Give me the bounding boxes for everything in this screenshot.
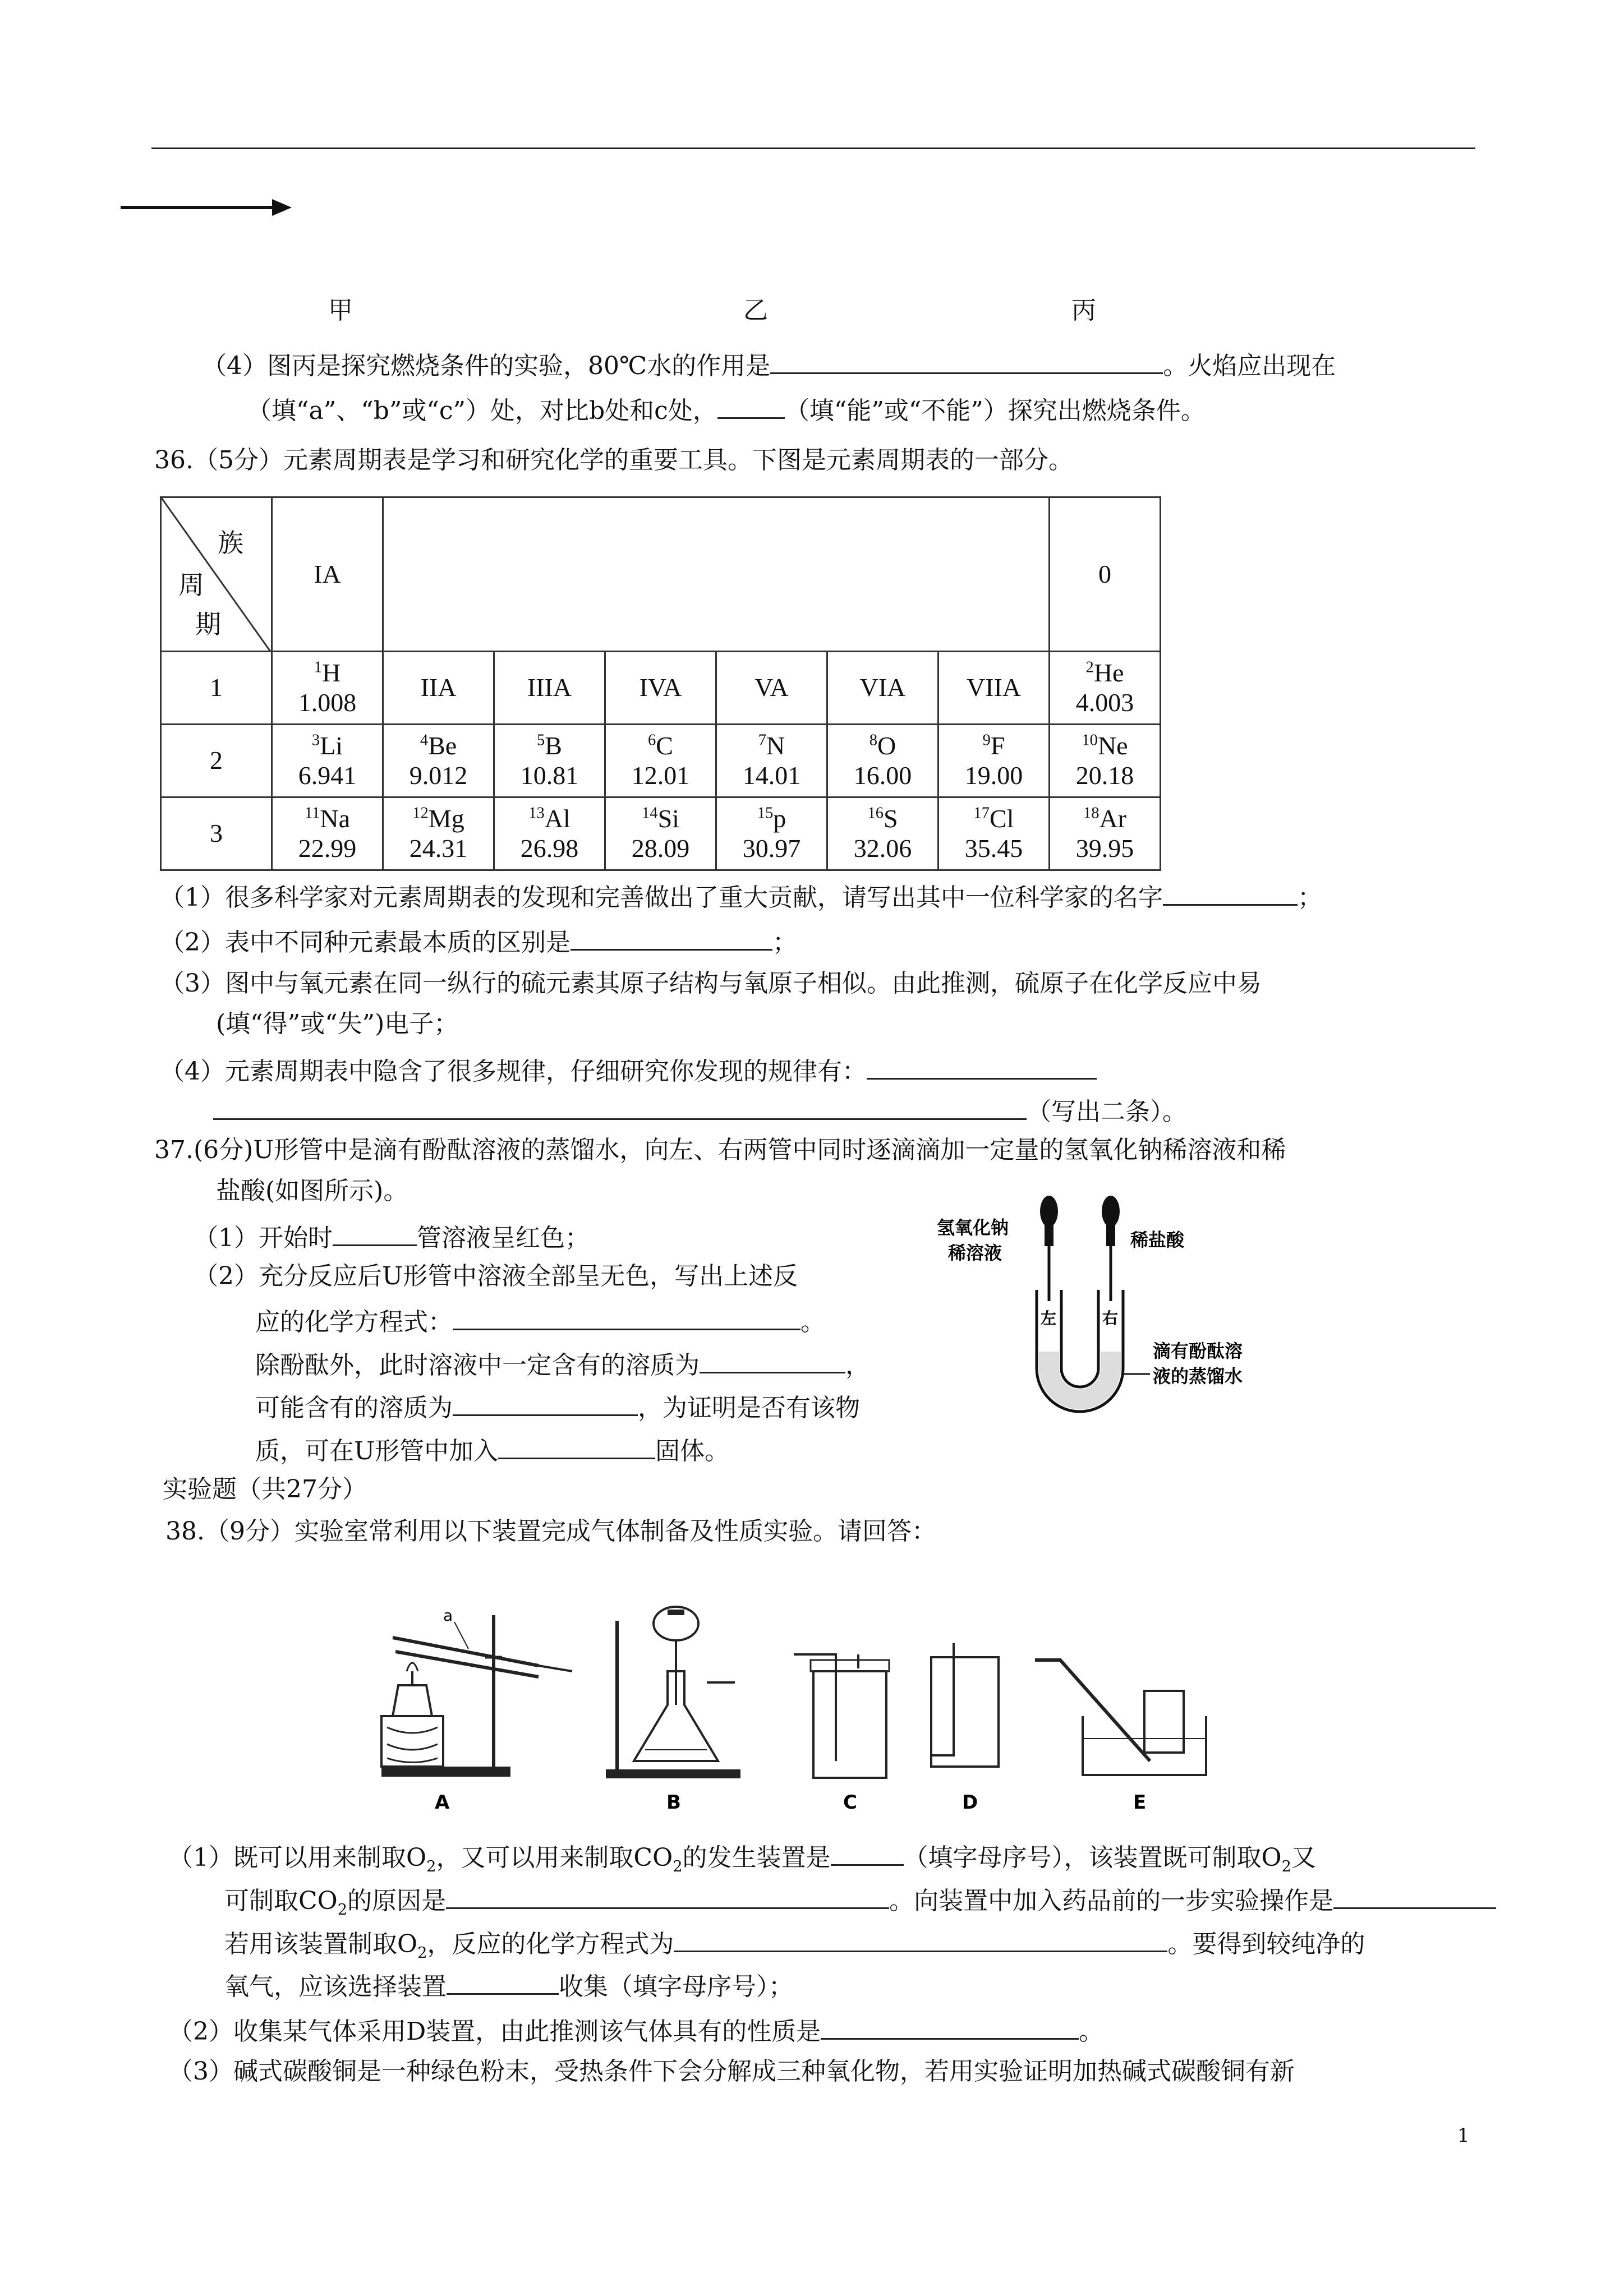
dropper-right	[1102, 1196, 1120, 1301]
element-cell: $^9$F 19.00	[938, 725, 1050, 797]
q37-2-line3: 除酚酞外，此时溶液中一定含有的溶质为 ，	[255, 1347, 870, 1381]
q38-2: （2）收集某气体采用D装置，由此推测该气体具有的性质是 。	[168, 2013, 1103, 2047]
label-a: a	[443, 1606, 453, 1625]
figure-label-bing: 丙	[1071, 296, 1096, 325]
apparatus-b	[606, 1607, 740, 1814]
answer-blank[interactable]	[571, 924, 772, 951]
q36-3-line2: (填“得”或“失”)电子；	[216, 1009, 459, 1038]
element-cell: $^6$C 12.01	[605, 725, 716, 797]
table-corner-cell: 族 周 期	[161, 497, 272, 652]
q35-4-line2: （填“a”、“b”或“c”）处，对比b处和c处， （填“能”或“不能”）探究出燃烧条件。	[247, 393, 1206, 426]
apparatus-c	[794, 1654, 889, 1814]
element-cell: $^{13}$Al 26.98	[494, 797, 605, 870]
answer-blank[interactable]	[674, 1926, 1167, 1952]
answer-blank[interactable]	[717, 393, 785, 419]
figure-label-jia: 甲	[328, 296, 353, 325]
period-label: 2	[161, 725, 272, 797]
answer-blank[interactable]	[770, 348, 1163, 374]
element-cell: $^8$O 16.00	[827, 725, 938, 797]
element-cell: $^4$Be 9.012	[383, 725, 494, 797]
answer-blank[interactable]	[1333, 1883, 1496, 1909]
answer-blank[interactable]	[821, 2013, 1079, 2040]
element-cell: $^{16}$S 32.06	[827, 797, 938, 870]
label-right: 右	[1102, 1309, 1119, 1327]
element-cell: $^2$He 4.003	[1050, 652, 1161, 725]
q38-1-line1: （1）既可以用来制取$O_2$，又可以用来制取$CO_2$的发生装置是 （填字母序号），该装置既可制取$O_2$又	[168, 1839, 1316, 1873]
answer-blank[interactable]	[453, 1390, 638, 1416]
element-cell: $^5$B 10.81	[494, 725, 605, 797]
q37-heading-line1: 37.(6分)U形管中是滴有酚酞溶液的蒸馏水，向左、右两管中同时逐滴滴加一定量的氢氧化钠稀溶液和稀	[154, 1136, 1286, 1164]
element-cell: $^1$H 1.008	[272, 652, 383, 725]
label-hcl: 稀盐酸	[1130, 1229, 1185, 1251]
group-header: VIIA	[938, 652, 1050, 725]
label-C: C	[843, 1791, 857, 1814]
element-cell: $^{18}$Ar 39.95	[1050, 797, 1161, 870]
label-A: A	[435, 1791, 450, 1814]
q36-4-line2: （写出二条）。	[213, 1094, 1187, 1127]
element-cell: $^3$Li 6.941	[272, 725, 383, 797]
label-water: 滴有酚酞溶	[1153, 1340, 1243, 1362]
q38-heading: 38.（9分）实验室常利用以下装置完成气体制备及性质实验。请回答：	[165, 1517, 936, 1546]
q37-2-line1: （2）充分反应后U形管中溶液全部呈无色，写出上述反	[194, 1262, 798, 1290]
q38-3: （3）碱式碳酸铜是一种绿色粉末，受热条件下会分解成三种氧化物，若用实验证明加热碱式碳酸铜有新	[168, 2057, 1295, 2086]
q37-2-line5: 质，可在U形管中加入 固体。	[255, 1433, 729, 1467]
apparatus-a	[381, 1606, 572, 1814]
q37-1: （1）开始时 管溶液呈红色；	[194, 1220, 590, 1253]
header-rule	[151, 147, 1475, 149]
answer-blank[interactable]	[867, 1053, 1097, 1080]
answer-blank[interactable]	[446, 1883, 889, 1909]
dropper-left	[1040, 1196, 1058, 1301]
group-header-0: 0	[1050, 497, 1161, 652]
label-naoh: 氢氧化钠	[937, 1217, 1009, 1238]
answer-blank[interactable]	[453, 1304, 801, 1330]
period-label: 3	[161, 797, 272, 870]
figure-label-yi: 乙	[743, 296, 768, 325]
group-header-IA: IA	[272, 497, 383, 652]
apparatus-d	[931, 1643, 999, 1814]
section-heading: 实验题（共27分）	[163, 1475, 367, 1504]
label-B: B	[666, 1791, 681, 1814]
element-cell: $^{11}$Na 22.99	[272, 797, 383, 870]
element-cell: $^{10}$Ne 20.18	[1050, 725, 1161, 797]
group-header: IIA	[383, 652, 494, 725]
group-header: IIIA	[494, 652, 605, 725]
element-cell: $^{14}$Si 28.09	[605, 797, 716, 870]
answer-blank[interactable]	[700, 1347, 845, 1373]
q38-1-line2: 可制取$CO_2$的原因是 。向装置中加入药品前的一步实验操作是	[224, 1883, 1496, 1916]
q36-heading: 36.（5分）元素周期表是学习和研究化学的重要工具。下图是元素周期表的一部分。	[154, 446, 1073, 474]
q36-2: （2）表中不同种元素最本质的区别是 ；	[160, 924, 797, 958]
answer-blank[interactable]	[1163, 879, 1298, 906]
u-tube-diagram	[937, 1183, 1273, 1430]
q36-3-line1: （3）图中与氧元素在同一纵行的硫元素其原子结构与氧原子相似。由此推测，硫原子在化学反应中易	[160, 969, 1262, 998]
answer-blank[interactable]	[831, 1839, 904, 1866]
group-header: IVA	[605, 652, 716, 725]
apparatus-diagram	[370, 1570, 1212, 1823]
periodic-table	[160, 496, 1161, 871]
element-cell: $^{12}$Mg 24.31	[383, 797, 494, 870]
label-E: E	[1133, 1791, 1147, 1814]
q37-heading-line2: 盐酸(如图所示)。	[216, 1177, 408, 1205]
label-water-2: 液的蒸馏水	[1153, 1366, 1243, 1387]
element-cell: $^7$N 14.01	[716, 725, 827, 797]
page-number: 1	[1457, 2124, 1470, 2147]
q36-4-line1: （4）元素周期表中隐含了很多规律，仔细研究你发现的规律有：	[160, 1053, 1097, 1087]
group-header: VIA	[827, 652, 938, 725]
q36-1: （1）很多科学家对元素周期表的发现和完善做出了重大贡献，请写出其中一位科学家的名字 ；	[160, 879, 1322, 913]
element-cell: $^{15}$p 30.97	[716, 797, 827, 870]
answer-blank[interactable]	[447, 1968, 559, 1995]
table-empty-header	[383, 497, 1050, 652]
period-label: 1	[161, 652, 272, 725]
label-naoh-2: 稀溶液	[948, 1242, 1002, 1264]
q35-4-line1: （4）图丙是探究燃烧条件的实验，80℃水的作用是 。火焰应出现在	[202, 348, 1336, 381]
answer-blank[interactable]	[333, 1220, 417, 1246]
apparatus-e	[1035, 1660, 1206, 1814]
answer-blank[interactable]	[498, 1433, 655, 1459]
label-left: 左	[1041, 1309, 1057, 1327]
label-D: D	[962, 1791, 978, 1814]
q38-1-line3: 若用该装置制取$O_2$，反应的化学方程式为 。要得到较纯净的	[224, 1926, 1365, 1960]
element-cell: $^{17}$Cl 35.45	[938, 797, 1050, 870]
arrow-icon	[118, 193, 297, 222]
q37-2-line2: 应的化学方程式： 。	[255, 1304, 825, 1338]
q37-2-line4: 可能含有的溶质为 ，为证明是否有该物	[255, 1390, 860, 1423]
group-header: VA	[716, 652, 827, 725]
answer-blank[interactable]	[213, 1094, 1027, 1120]
q38-1-line4: 氧气，应该选择装置 收集（填字母序号）；	[224, 1968, 793, 2002]
